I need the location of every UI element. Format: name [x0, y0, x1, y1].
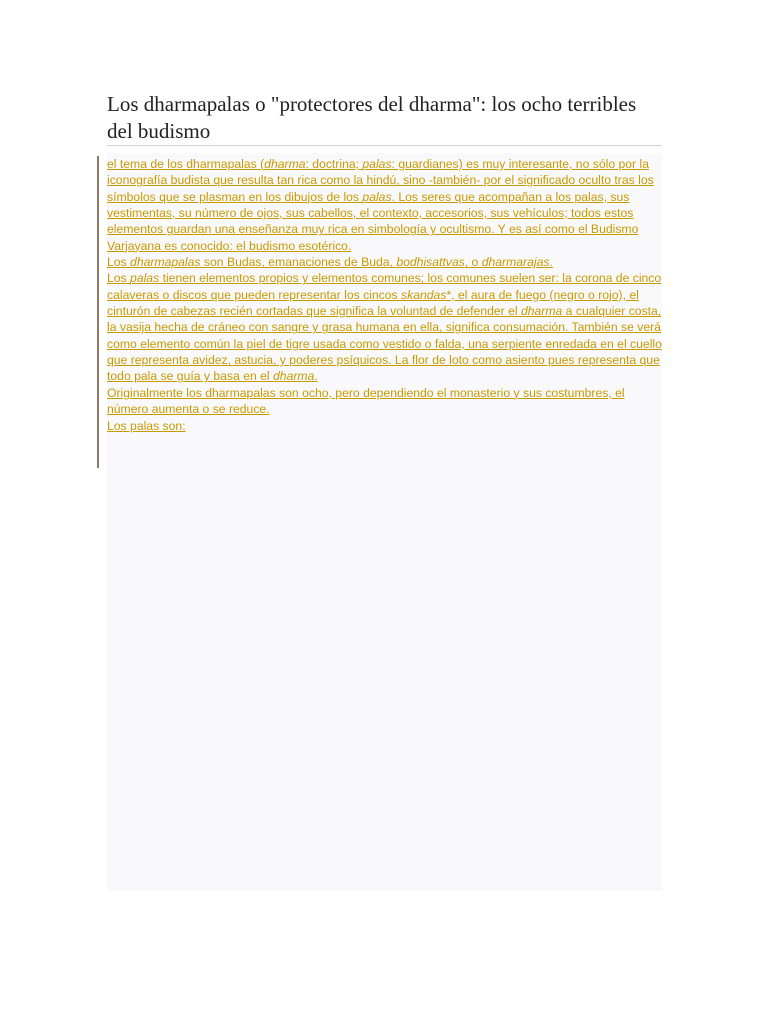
quote-bar — [97, 156, 99, 468]
article-body — [107, 156, 663, 434]
paragraph-list-intro — [107, 418, 663, 434]
link-definition[interactable]: Los dharmapalas son Budas, emanaciones de Buda, bodhisattvas, o dharmarajas. — [107, 255, 553, 270]
page-title: Los dharmapalas o "protectores del dharma": los ocho terribles del budismo — [107, 92, 637, 143]
paragraph-intro — [107, 156, 663, 254]
paragraph-definition — [107, 254, 663, 270]
link-count[interactable]: Originalmente los dharmapalas son ocho, pero dependiendo el monasterio y sus costumbres, el número aumenta o se reduce. — [107, 385, 625, 417]
link-list-intro[interactable]: Los palas son: — [107, 418, 186, 433]
paragraph-count — [107, 385, 663, 418]
link-intro[interactable]: el tema de los dharmapalas (dharma: doctrina; palas: guardianes) es muy interesante, no sólo por la iconografía budista que resulta tan rica como la hindú, sino -también- por el significado oculto tras los símbolos que se plasman en los dibujos de los palas. Los seres que acompañan a los palas, sus vestimentas, su número de ojos, sus cabellos, el contexto, accesorios, sus vehículos; todos estos elementos guardan una enseñanza muy rica en simbología y ocultismo. Y es así como el Budismo Varjayana es conocido: el budismo esotérico. — [107, 157, 654, 253]
paragraph-elements — [107, 270, 663, 384]
title-divider — [107, 145, 662, 146]
link-elements[interactable]: Los palas tienen elementos propios y elementos comunes; los comunes suelen ser: la corona de cinco calaveras o discos que pueden representar los cincos skandas*, el aura de fuego (negro o rojo), el cinturón de cabezas recién cortadas que significa la voluntad de defender el dharma a cualquier costa, la vasija hecha de cráneo con sangre y grasa humana en ella, significa consumación. También se verá como elemento común la piel de tigre usada como vestido o falda, una serpiente enredada en el cuello que representa avidez, astucia, y poderes psíquicos. La flor de loto como asiento pues representa que todo pala se guía y basa en el dharma. — [107, 271, 662, 384]
